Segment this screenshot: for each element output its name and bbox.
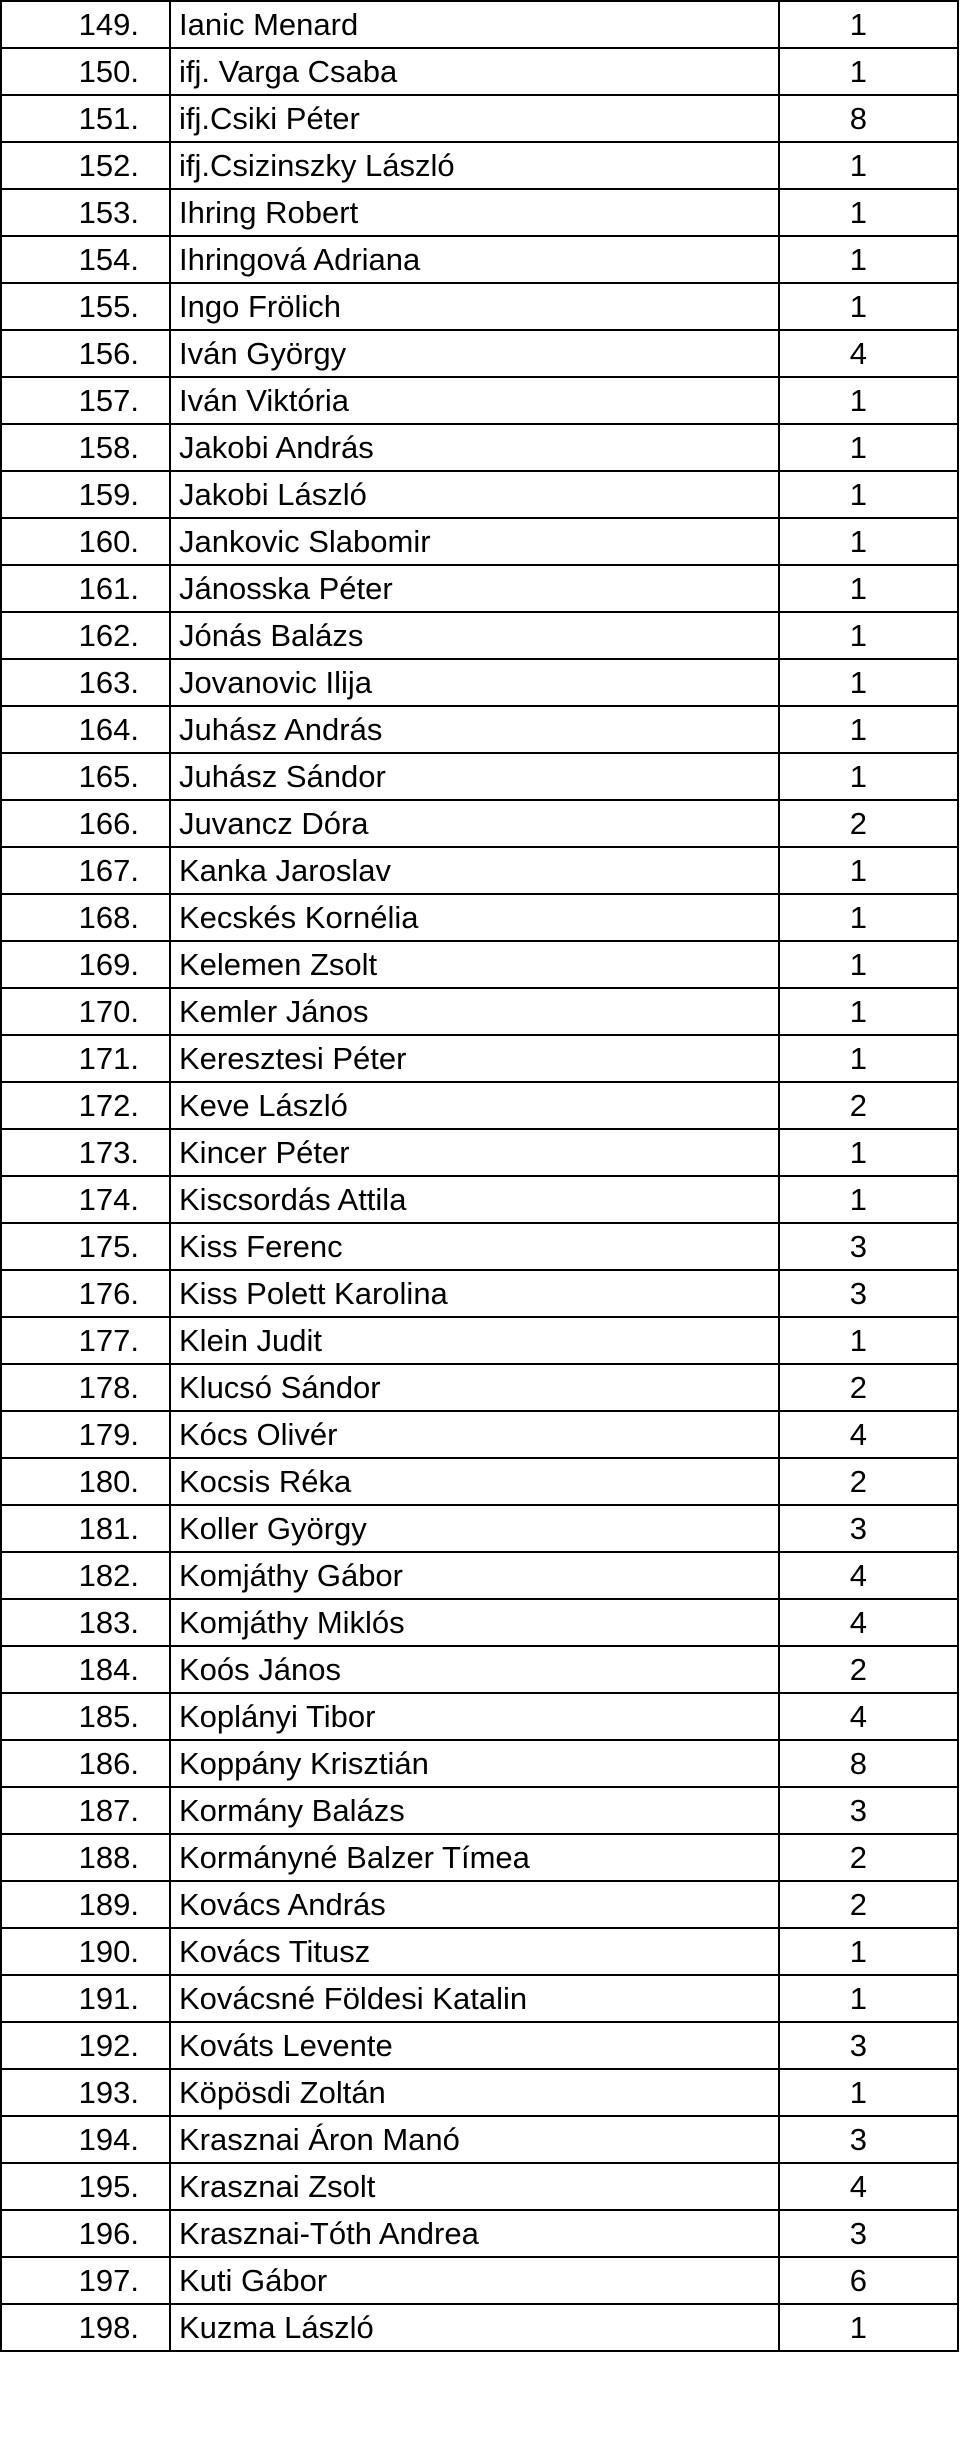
name-cell: Koppány Krisztián	[170, 1740, 779, 1787]
table-row	[1, 2304, 958, 2351]
table-row	[1, 1740, 958, 1787]
count-cell: 1	[779, 189, 958, 236]
name-cell: Jakobi László	[170, 471, 779, 518]
table-row	[1, 2257, 958, 2304]
name-cell: Koller György	[170, 1505, 779, 1552]
name-cell: Komjáthy Gábor	[170, 1552, 779, 1599]
table-row	[1, 1505, 958, 1552]
name-cell: Ihringová Adriana	[170, 236, 779, 283]
count-cell: 2	[779, 1834, 958, 1881]
count-cell: 1	[779, 1035, 958, 1082]
name-cell: Jánosska Péter	[170, 565, 779, 612]
name-cell: ifj. Varga Csaba	[170, 48, 779, 95]
name-cell: Jónás Balázs	[170, 612, 779, 659]
name-cell: Kocsis Réka	[170, 1458, 779, 1505]
count-cell: 1	[779, 471, 958, 518]
table-row	[1, 1646, 958, 1693]
count-cell: 1	[779, 424, 958, 471]
count-cell: 1	[779, 941, 958, 988]
row-number-cell: 186.	[1, 1740, 170, 1787]
row-number-cell: 191.	[1, 1975, 170, 2022]
count-cell: 1	[779, 1975, 958, 2022]
name-cell: Köpösdi Zoltán	[170, 2069, 779, 2116]
count-cell: 3	[779, 1223, 958, 1270]
table-row	[1, 518, 958, 565]
count-cell: 1	[779, 753, 958, 800]
name-cell: Keve László	[170, 1082, 779, 1129]
count-cell: 8	[779, 1740, 958, 1787]
name-cell: Kelemen Zsolt	[170, 941, 779, 988]
name-cell: Ihring Robert	[170, 189, 779, 236]
name-cell: Kócs Olivér	[170, 1411, 779, 1458]
row-number-cell: 155.	[1, 283, 170, 330]
row-number-cell: 181.	[1, 1505, 170, 1552]
count-cell: 1	[779, 706, 958, 753]
row-number-cell: 189.	[1, 1881, 170, 1928]
count-cell: 1	[779, 612, 958, 659]
table-row	[1, 1411, 958, 1458]
row-number-cell: 198.	[1, 2304, 170, 2351]
count-cell: 1	[779, 236, 958, 283]
table-row	[1, 1223, 958, 1270]
name-cell: Kuzma László	[170, 2304, 779, 2351]
row-number-cell: 197.	[1, 2257, 170, 2304]
row-number-cell: 152.	[1, 142, 170, 189]
count-cell: 2	[779, 1646, 958, 1693]
table-row	[1, 941, 958, 988]
name-cell: ifj.Csiki Péter	[170, 95, 779, 142]
name-cell: Klucsó Sándor	[170, 1364, 779, 1411]
table-row	[1, 1035, 958, 1082]
name-cell: Jankovic Slabomir	[170, 518, 779, 565]
row-number-cell: 180.	[1, 1458, 170, 1505]
row-number-cell: 160.	[1, 518, 170, 565]
row-number-cell: 183.	[1, 1599, 170, 1646]
name-cell: Ianic Menard	[170, 1, 779, 48]
count-cell: 1	[779, 142, 958, 189]
count-cell: 1	[779, 377, 958, 424]
count-cell: 1	[779, 518, 958, 565]
count-cell: 3	[779, 1270, 958, 1317]
row-number-cell: 192.	[1, 2022, 170, 2069]
count-cell: 2	[779, 1881, 958, 1928]
name-cell: Juhász András	[170, 706, 779, 753]
row-number-cell: 159.	[1, 471, 170, 518]
row-number-cell: 157.	[1, 377, 170, 424]
row-number-cell: 151.	[1, 95, 170, 142]
table-row	[1, 236, 958, 283]
table-row	[1, 1176, 958, 1223]
table-row	[1, 612, 958, 659]
name-cell: Kiss Ferenc	[170, 1223, 779, 1270]
row-number-cell: 184.	[1, 1646, 170, 1693]
row-number-cell: 193.	[1, 2069, 170, 2116]
count-cell: 2	[779, 1458, 958, 1505]
count-cell: 4	[779, 1693, 958, 1740]
row-number-cell: 195.	[1, 2163, 170, 2210]
name-cell: Kovács András	[170, 1881, 779, 1928]
count-cell: 4	[779, 330, 958, 377]
name-cell: Krasznai Áron Manó	[170, 2116, 779, 2163]
row-number-cell: 164.	[1, 706, 170, 753]
count-cell: 3	[779, 1787, 958, 1834]
count-cell: 4	[779, 1552, 958, 1599]
name-cell: Ingo Frölich	[170, 283, 779, 330]
count-cell: 3	[779, 2116, 958, 2163]
row-number-cell: 194.	[1, 2116, 170, 2163]
name-cell: Jakobi András	[170, 424, 779, 471]
table-row	[1, 1787, 958, 1834]
row-number-cell: 156.	[1, 330, 170, 377]
count-cell: 1	[779, 1176, 958, 1223]
table-row	[1, 1881, 958, 1928]
row-number-cell: 173.	[1, 1129, 170, 1176]
name-cell: Komjáthy Miklós	[170, 1599, 779, 1646]
table-row	[1, 2022, 958, 2069]
table-row	[1, 706, 958, 753]
table-row	[1, 1834, 958, 1881]
name-cell: Kiss Polett Karolina	[170, 1270, 779, 1317]
row-number-cell: 158.	[1, 424, 170, 471]
table-row	[1, 2069, 958, 2116]
table-row	[1, 377, 958, 424]
table-row	[1, 95, 958, 142]
count-cell: 1	[779, 894, 958, 941]
row-number-cell: 171.	[1, 1035, 170, 1082]
row-number-cell: 175.	[1, 1223, 170, 1270]
name-cell: Kiscsordás Attila	[170, 1176, 779, 1223]
table-row	[1, 1693, 958, 1740]
count-cell: 3	[779, 1505, 958, 1552]
row-number-cell: 178.	[1, 1364, 170, 1411]
table-row	[1, 1975, 958, 2022]
table-row	[1, 800, 958, 847]
count-cell: 1	[779, 659, 958, 706]
table-row	[1, 424, 958, 471]
row-number-cell: 170.	[1, 988, 170, 1035]
count-cell: 4	[779, 1411, 958, 1458]
row-number-cell: 154.	[1, 236, 170, 283]
row-number-cell: 172.	[1, 1082, 170, 1129]
row-number-cell: 153.	[1, 189, 170, 236]
table-row	[1, 659, 958, 706]
name-cell: Keresztesi Péter	[170, 1035, 779, 1082]
table-row	[1, 48, 958, 95]
row-number-cell: 196.	[1, 2210, 170, 2257]
row-number-cell: 169.	[1, 941, 170, 988]
row-number-cell: 163.	[1, 659, 170, 706]
count-cell: 1	[779, 1928, 958, 1975]
table-row	[1, 753, 958, 800]
count-cell: 1	[779, 847, 958, 894]
table-row	[1, 1, 958, 48]
count-cell: 1	[779, 2069, 958, 2116]
row-number-cell: 176.	[1, 1270, 170, 1317]
row-number-cell: 168.	[1, 894, 170, 941]
table-row	[1, 1129, 958, 1176]
count-cell: 8	[779, 95, 958, 142]
row-number-cell: 179.	[1, 1411, 170, 1458]
row-number-cell: 190.	[1, 1928, 170, 1975]
table-row	[1, 847, 958, 894]
count-cell: 2	[779, 1364, 958, 1411]
table-row	[1, 1458, 958, 1505]
table-row	[1, 988, 958, 1035]
name-cell: Iván Viktória	[170, 377, 779, 424]
count-cell: 1	[779, 565, 958, 612]
name-cell: Kormányné Balzer Tímea	[170, 1834, 779, 1881]
table-row	[1, 330, 958, 377]
names-table-body	[1, 1, 958, 2351]
table-row	[1, 471, 958, 518]
row-number-cell: 182.	[1, 1552, 170, 1599]
count-cell: 3	[779, 2022, 958, 2069]
count-cell: 1	[779, 283, 958, 330]
table-row	[1, 894, 958, 941]
row-number-cell: 167.	[1, 847, 170, 894]
name-cell: Iván György	[170, 330, 779, 377]
count-cell: 1	[779, 48, 958, 95]
name-cell: Kormány Balázs	[170, 1787, 779, 1834]
table-row	[1, 1270, 958, 1317]
row-number-cell: 149.	[1, 1, 170, 48]
name-cell: Krasznai-Tóth Andrea	[170, 2210, 779, 2257]
count-cell: 1	[779, 1129, 958, 1176]
row-number-cell: 185.	[1, 1693, 170, 1740]
table-row	[1, 283, 958, 330]
name-cell: Kovács Titusz	[170, 1928, 779, 1975]
count-cell: 4	[779, 2163, 958, 2210]
name-cell: Klein Judit	[170, 1317, 779, 1364]
count-cell: 4	[779, 1599, 958, 1646]
name-cell: Koós János	[170, 1646, 779, 1693]
table-row	[1, 1082, 958, 1129]
name-cell: Kuti Gábor	[170, 2257, 779, 2304]
name-cell: Juhász Sándor	[170, 753, 779, 800]
row-number-cell: 150.	[1, 48, 170, 95]
row-number-cell: 162.	[1, 612, 170, 659]
name-cell: Jovanovic Ilija	[170, 659, 779, 706]
row-number-cell: 166.	[1, 800, 170, 847]
table-row	[1, 1317, 958, 1364]
table-row	[1, 1552, 958, 1599]
row-number-cell: 188.	[1, 1834, 170, 1881]
count-cell: 1	[779, 1, 958, 48]
name-cell: Koplányi Tibor	[170, 1693, 779, 1740]
name-cell: Juvancz Dóra	[170, 800, 779, 847]
row-number-cell: 177.	[1, 1317, 170, 1364]
table-row	[1, 565, 958, 612]
row-number-cell: 161.	[1, 565, 170, 612]
table-row	[1, 189, 958, 236]
row-number-cell: 174.	[1, 1176, 170, 1223]
table-row	[1, 142, 958, 189]
name-cell: Krasznai Zsolt	[170, 2163, 779, 2210]
table-row	[1, 2210, 958, 2257]
table-row	[1, 1928, 958, 1975]
count-cell: 2	[779, 1082, 958, 1129]
row-number-cell: 165.	[1, 753, 170, 800]
count-cell: 2	[779, 800, 958, 847]
name-cell: Kecskés Kornélia	[170, 894, 779, 941]
count-cell: 1	[779, 988, 958, 1035]
table-row	[1, 2116, 958, 2163]
name-cell: Kemler János	[170, 988, 779, 1035]
count-cell: 6	[779, 2257, 958, 2304]
table-row	[1, 1599, 958, 1646]
table-row	[1, 2163, 958, 2210]
name-cell: Kovácsné Földesi Katalin	[170, 1975, 779, 2022]
count-cell: 3	[779, 2210, 958, 2257]
row-number-cell: 187.	[1, 1787, 170, 1834]
name-cell: Kanka Jaroslav	[170, 847, 779, 894]
name-cell: Kováts Levente	[170, 2022, 779, 2069]
name-cell: ifj.Csizinszky László	[170, 142, 779, 189]
count-cell: 1	[779, 1317, 958, 1364]
table-row	[1, 1364, 958, 1411]
name-cell: Kincer Péter	[170, 1129, 779, 1176]
count-cell: 1	[779, 2304, 958, 2351]
